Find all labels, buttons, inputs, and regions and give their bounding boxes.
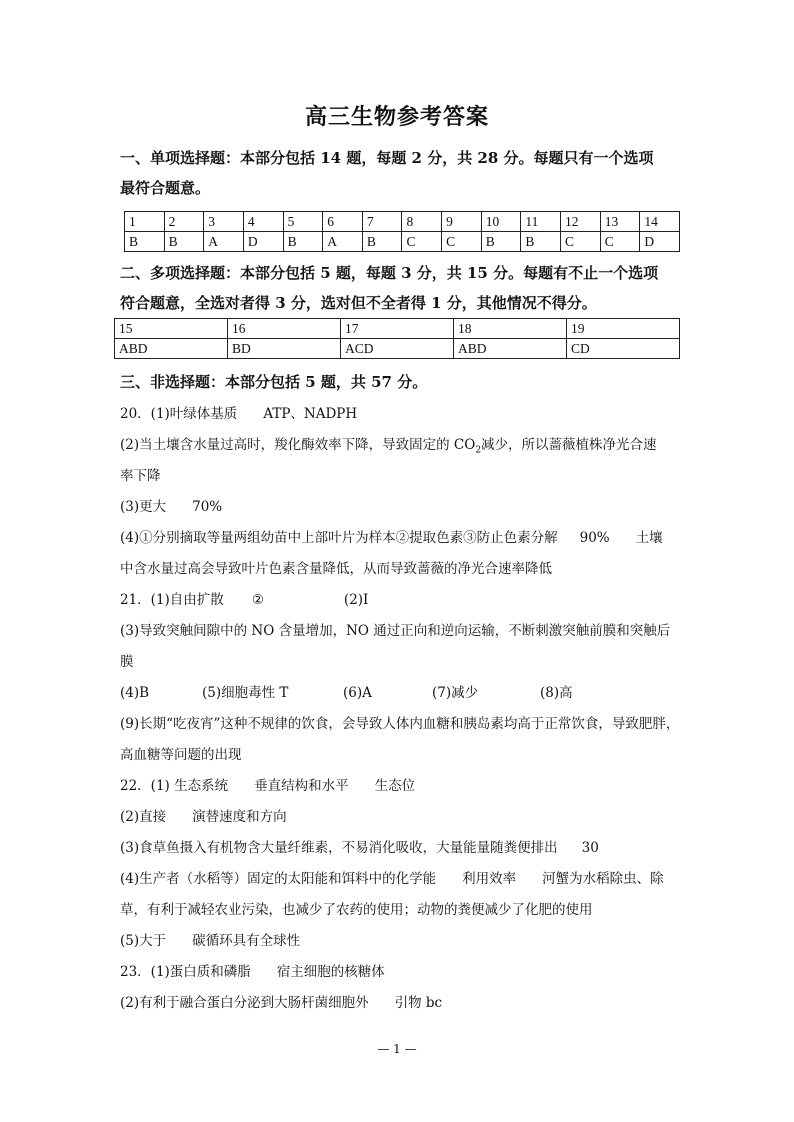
question-number-cell: 3 [204, 212, 244, 232]
q20-line1 [120, 402, 357, 422]
q20-line6: 中含水量过高会导致叶片色素含量降低，从而导致蔷薇的净光合速率降低 [120, 561, 552, 577]
section2-heading-line1: 二、多项选择题：本部分包括 5 题，每题 3 分，共 15 分。每题有不止一个选项 [120, 264, 659, 282]
question-number-cell: 2 [164, 212, 204, 232]
question-number-cell: 13 [600, 212, 640, 232]
q23-line1 [120, 960, 385, 980]
section2-heading-line2: 符合题意，全选对者得 3 分，选对但不全者得 1 分，其他情况不得分。 [120, 294, 597, 312]
q22-line2 [120, 805, 287, 825]
answer-cell: C [442, 232, 482, 252]
question-number-cell: 18 [454, 319, 567, 339]
question-number-cell: 12 [561, 212, 601, 232]
q21-line2: (3)导致突触间隙中的 NO 含量增加，NO 通过正向和逆向运输，不断刺激突触前膜和突触后 [120, 623, 671, 639]
multi-choice-table [114, 318, 680, 359]
q22-answer-3a: (3)食草鱼摄入有机物含大量纤维素，不易消化吸收，大量能量随粪便排出 [120, 840, 558, 856]
answer-cell: C [561, 232, 601, 252]
q21-line4 [120, 681, 573, 701]
q22-line4 [120, 867, 664, 887]
answer-cell: D [243, 232, 283, 252]
q21-line6: 高血糖等问题的出现 [120, 747, 242, 763]
q20-answer-1b: ATP、NADPH [263, 406, 358, 422]
answer-cell: ABD [454, 339, 567, 359]
q21-line1 [120, 588, 368, 608]
q23-answer-1b: 宿主细胞的核糖体 [276, 964, 385, 980]
q22-answer-4c: 河蟹为水稻除虫、除 [542, 871, 664, 887]
q20-answer-4b: 90% [579, 530, 610, 546]
section1-heading-line2: 最符合题意。 [120, 179, 211, 197]
q22-line3 [120, 836, 599, 856]
q22-line5: 草，有利于减轻农业污染，也减少了农药的使用；动物的粪便减少了化肥的使用 [120, 902, 593, 918]
answer-cell: B [521, 232, 561, 252]
answer-cell: D [640, 232, 680, 252]
q21-answer-5: (5)细胞毒性 T [202, 685, 289, 701]
page-number: — 1 — [377, 1042, 417, 1056]
q22-line1 [120, 774, 415, 794]
answer-cell: ACD [341, 339, 454, 359]
q21-line5: (9)长期“吃夜宵”这种不规律的饮食，会导致人体内血糖和胰岛素均高于正常饮食，导致肥胖， [120, 716, 680, 732]
q22-answer-5b: 碳循环具有全球性 [192, 933, 301, 949]
q22-answer-5a: (5)大于 [120, 933, 167, 949]
single-choice-answer-row [125, 232, 680, 252]
answer-cell: B [362, 232, 402, 252]
answer-cell: A [204, 232, 244, 252]
q22-answer-2a: (2)直接 [120, 809, 167, 825]
answer-cell: B [125, 232, 165, 252]
question-number-cell: 16 [228, 319, 341, 339]
question-number-cell: 17 [341, 319, 454, 339]
q20-line5 [120, 526, 663, 546]
question-number-cell: 1 [125, 212, 165, 232]
q22-answer-1b: 垂直结构和水平 [254, 778, 349, 794]
question-number-cell: 15 [115, 319, 228, 339]
answer-cell: ABD [115, 339, 228, 359]
q21-answer-6: (6)A [343, 685, 372, 701]
q20-answer-3b: 70% [192, 499, 223, 515]
q20-answer-2a: (2)当土壤含水量过高时，羧化酶效率下降，导致固定的 CO [120, 437, 476, 453]
answer-cell: B [283, 232, 323, 252]
q22-answer-1c: 生态位 [374, 778, 416, 794]
question-number-cell: 6 [323, 212, 363, 232]
answer-cell: A [323, 232, 363, 252]
question-number-cell: 14 [640, 212, 680, 232]
q23-answer-1a: 23．(1)蛋白质和磷脂 [120, 964, 251, 980]
q20-answer-4c: 土壤 [635, 530, 663, 546]
q20-line2 [120, 433, 657, 456]
q21-answer-1a: 21．(1)自由扩散 [120, 592, 224, 608]
question-number-cell: 10 [481, 212, 521, 232]
section3-heading: 三、非选择题：本部分包括 5 题，共 57 分。 [120, 373, 428, 391]
answer-cell: B [481, 232, 521, 252]
section1-heading-line1: 一、单项选择题：本部分包括 14 题，每题 2 分，共 28 分。每题只有一个选项 [120, 149, 654, 167]
answer-cell: B [164, 232, 204, 252]
q22-answer-1a: 22．(1) 生态系统 [120, 778, 229, 794]
q21-line3: 膜 [120, 654, 134, 670]
q22-answer-3b: 30 [581, 840, 599, 856]
q22-answer-2b: 演替速度和方向 [192, 809, 287, 825]
question-number-cell: 5 [283, 212, 323, 232]
q21-answer-1b: ② [251, 592, 264, 608]
question-number-cell: 8 [402, 212, 442, 232]
question-number-cell: 7 [362, 212, 402, 232]
answer-cell: BD [228, 339, 341, 359]
q20-line3: 率下降 [120, 468, 161, 484]
question-number-cell: 19 [567, 319, 680, 339]
q20-answer-4a: (4)①分别摘取等量两组幼苗中上部叶片为样本②提取色素③防止色素分解 [120, 530, 558, 546]
q20-answer-2b: 减少，所以蔷薇植株净光合速 [481, 437, 657, 453]
multi-choice-number-row [115, 319, 680, 339]
page-title: 高三生物参考答案 [304, 104, 489, 130]
question-number-cell: 9 [442, 212, 482, 232]
answer-cell: C [600, 232, 640, 252]
question-number-cell: 11 [521, 212, 561, 232]
q23-answer-2a: (2)有利于融合蛋白分泌到大肠杆菌细胞外 [120, 995, 369, 1011]
single-choice-number-row [125, 212, 680, 232]
q21-answer-8: (8)高 [540, 685, 573, 701]
multi-choice-answer-row [115, 339, 680, 359]
single-choice-table [124, 211, 680, 252]
co2-subscript: 2 [475, 445, 482, 456]
q23-line2 [120, 991, 442, 1011]
q22-answer-4b: 利用效率 [462, 871, 517, 887]
q20-answer-3a: (3)更大 [120, 499, 167, 515]
answer-cell: C [402, 232, 442, 252]
q20-answer-1a: 20．(1)叶绿体基质 [120, 406, 238, 422]
q21-answer-7: (7)减少 [432, 685, 479, 701]
q21-answer-2: (2)I [343, 592, 369, 608]
q22-line6 [120, 929, 300, 949]
question-number-cell: 4 [243, 212, 283, 232]
q22-answer-4a: (4)生产者（水稻等）固定的太阳能和饵料中的化学能 [120, 871, 437, 887]
q20-line4 [120, 495, 222, 515]
q23-answer-2b: 引物 bc [394, 995, 443, 1011]
q21-answer-4: (4)B [120, 685, 150, 701]
answer-cell: CD [567, 339, 680, 359]
